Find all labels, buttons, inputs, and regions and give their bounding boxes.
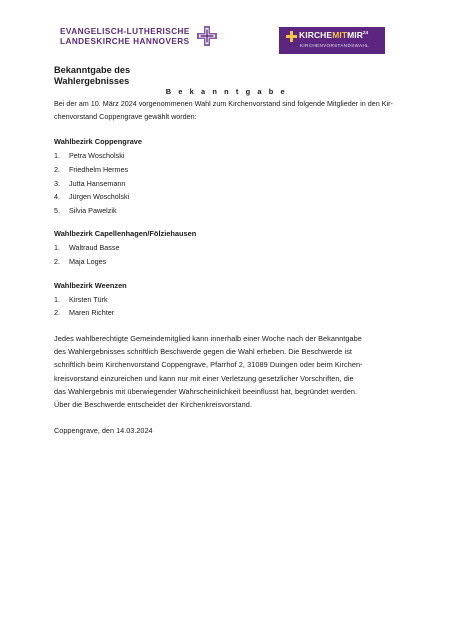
notice-line: Jedes wahlberechtigte Gemeindemitglied kann innerhalb einer Woche nach der Bekanntgabe [54,333,362,343]
complaint-notice [54,332,399,412]
campaign-title-pre: KIRCHE [299,30,333,40]
list-item [54,190,399,204]
document-heading: Bekanntgabe des Wahlergebnisses [54,65,131,86]
member-name: Maren Richter [69,308,115,318]
member-name: Maja Loges [69,256,107,266]
intro-line-2: chenvorstand Coppengrave gewählt worden: [54,112,197,122]
list-number: 2. [54,256,60,266]
campaign-title-year: 24 [363,30,369,36]
list-item [54,177,399,191]
member-name: Jürgen Woscholski [69,192,130,202]
notice-line: schriftlich beim Kirchenvorstand Coppengrave, Pfarrhof 2, 31089 Duingen oder beim Kirchen- [54,360,363,370]
intro-paragraph [54,97,399,123]
district-title: Wahlbezirk Capellenhagen/Fölziehausen [54,229,197,239]
signoff-date: Coppengrave, den 14.03.2024 [54,425,153,435]
list-number: 1. [54,151,60,161]
document-body [54,65,399,436]
list-item [54,204,399,218]
campaign-logo-title [299,30,368,40]
intro-line-1: Bei der am 10. März 2024 vorgenommenen Wahl zum Kirchenvorstand sind folgende Mitglieder in den Kir- [54,99,393,108]
member-name: Waltraud Basse [69,243,120,253]
campaign-title-accent: MIT [332,30,348,40]
list-number: 2. [54,165,60,174]
church-logo-line1: EVANGELISCH-LUTHERISCHE [60,27,190,36]
member-name: Silvia Pawelzik [69,205,117,215]
member-list [54,149,399,217]
member-list [54,293,399,320]
cross-icon [286,31,297,42]
district-section [54,281,399,320]
list-item [54,306,399,320]
cross-icon [196,25,218,47]
member-name: Kirsten Türk [69,294,108,304]
list-item [54,255,399,269]
list-item [54,163,399,177]
notice-line: Über die Beschwerde entscheidet der Kirchenkreisvorstand. [54,400,252,410]
member-name: Jutta Hansemann [69,178,126,188]
list-number: 4. [54,192,60,202]
list-item [54,149,399,163]
list-number: 2. [54,308,60,318]
notice-line: kreisvorstand einzureichen und kann nur mit einer Verletzung gesetzlicher Vorschriften, die [54,373,354,383]
member-name: Friedhelm Hermes [69,165,129,174]
district-title: Wahlbezirk Weenzen [54,280,127,290]
campaign-title-post: MIR [347,30,364,40]
campaign-logo-subtitle: KIRCHENVORSTANDSWAHL [300,43,370,48]
member-name: Petra Woscholski [69,151,125,161]
notice-line: das Wahlergebnis mit überwiegender Wahrscheinlichkeit beeinflusst hat, begründet werden. [54,386,358,396]
member-list [54,241,399,268]
notice-line: des Wahlergebnisses schriftlich Beschwerde gegen die Wahl erheben. Die Beschwerde ist [54,347,353,357]
district-title: Wahlbezirk Coppengrave [54,137,143,147]
list-item [54,293,399,307]
spaced-title: B e k a n n t g a b e [165,87,288,96]
church-logo [60,27,220,53]
church-logo-line2: LANDESKIRCHE HANNOVERS [60,37,190,46]
list-number: 5. [54,205,60,215]
list-number: 1. [54,243,60,253]
list-number: 1. [54,294,60,304]
list-number: 3. [54,178,60,188]
list-item [54,241,399,255]
district-section [54,137,399,217]
campaign-logo [279,27,385,54]
district-section [54,229,399,268]
letterhead [0,0,452,70]
